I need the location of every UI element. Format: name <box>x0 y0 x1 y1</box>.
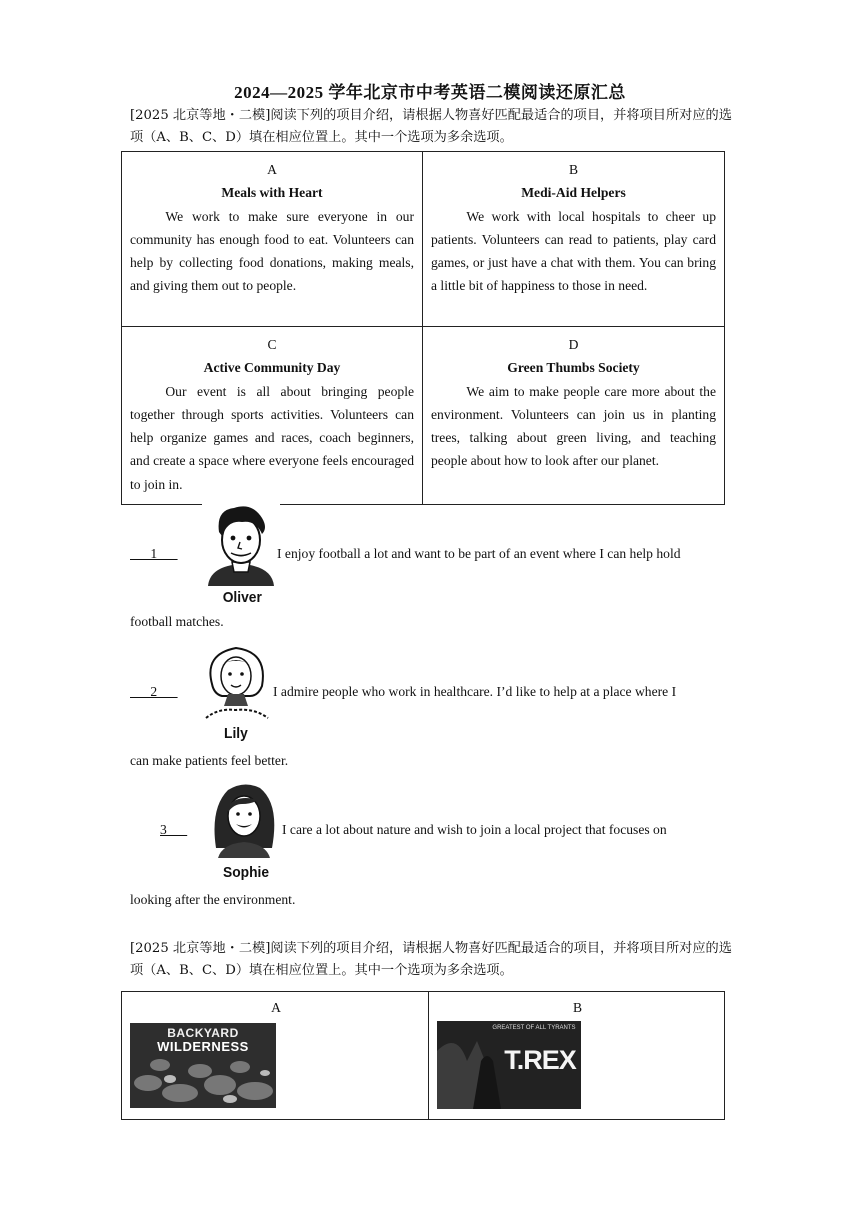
option-heading: Green Thumbs Society <box>507 360 640 376</box>
option-letter: C <box>267 337 277 352</box>
option-heading: Meals with Heart <box>221 185 323 201</box>
person-statement-line-2: can make patients feel better. <box>130 753 289 768</box>
person-statement-line-1: I enjoy football a lot and want to be part of an event where I can help hold <box>277 546 681 561</box>
option-heading: Medi-Aid Helpers <box>521 185 626 201</box>
option-text: We work to make sure everyone in our community has enough food to eat. Volunteers can help by collecting food donations, making meals, and giving them out to people. <box>130 208 414 294</box>
answer-blank-3[interactable]: 3 <box>160 822 188 837</box>
option-letter: A <box>271 1000 281 1015</box>
person-name: Oliver <box>222 589 262 606</box>
poster-title-line-2: WILDERNESS <box>157 1039 249 1054</box>
option-text: Our event is all about bringing people together through sports activities. Volunteers can help organize games and races, coach beginners, and create a space where everyone feels encouraged to join in. <box>130 383 414 492</box>
option-letter: B <box>568 162 579 177</box>
option-text: We work with local hospitals to cheer up patients. Volunteers can read to patients, play card games, or just have a chat with them. You can bring a little bit of happiness to those in need. <box>431 208 716 294</box>
poster-title: T.REX <box>504 1045 576 1075</box>
person-statement-line-1: I admire people who work in healthcare. I’d like to help at a place where I <box>273 684 677 699</box>
person-statement-line-2: football matches. <box>130 614 224 629</box>
options-table <box>121 151 725 505</box>
option-letter: D <box>568 337 579 352</box>
backyard-wilderness-poster <box>130 1023 276 1108</box>
option-a-cell <box>122 152 423 327</box>
person-name: Sophie <box>223 864 270 881</box>
option-b-cell <box>423 152 725 327</box>
option-letter: B <box>572 1000 583 1015</box>
person-statement-line-1: I care a lot about nature and wish to join a local project that focuses on <box>282 822 667 837</box>
instruction-2: [2025 北京等地・二模]阅读下列的项目介绍，请根据人物喜好匹配最适合的项目，并将项目所对应的选项（A、B、C、D）填在相应位置上。其中一个选项为多余选项。 <box>130 941 732 978</box>
sophie-portrait-icon <box>208 778 280 858</box>
poster-title-line-1: BACKYARD <box>167 1026 239 1040</box>
page-title: 2024—2025 学年北京市中考英语二模阅读还原汇总 <box>234 83 626 102</box>
oliver-portrait-icon <box>202 502 280 586</box>
answer-blank-1[interactable]: 1 <box>130 546 178 561</box>
picture-option-a-cell <box>122 992 429 1120</box>
picture-options-table <box>121 991 725 1120</box>
person-name: Lily <box>224 725 248 742</box>
person-statement-line-2: looking after the environment. <box>130 892 296 907</box>
option-heading: Active Community Day <box>203 360 341 376</box>
option-letter: A <box>267 162 277 177</box>
instruction-1: [2025 北京等地・二模]阅读下列的项目介绍，请根据人物喜好匹配最适合的项目，并将项目所对应的选项（A、B、C、D）填在相应位置上。其中一个选项为多余选项。 <box>130 108 732 145</box>
option-c-cell <box>122 327 423 505</box>
option-text: We aim to make people care more about the environment. Volunteers can join us in planting trees, talking about green living, and teaching people about how to look after our planet. <box>431 383 716 469</box>
answer-blank-2[interactable]: 2 <box>130 684 178 699</box>
lily-portrait-icon <box>198 640 274 720</box>
trex-poster <box>437 1021 581 1109</box>
picture-option-b-cell <box>429 992 725 1120</box>
poster-tagline: GREATEST OF ALL TYRANTS <box>492 1025 576 1031</box>
option-d-cell <box>423 327 725 505</box>
